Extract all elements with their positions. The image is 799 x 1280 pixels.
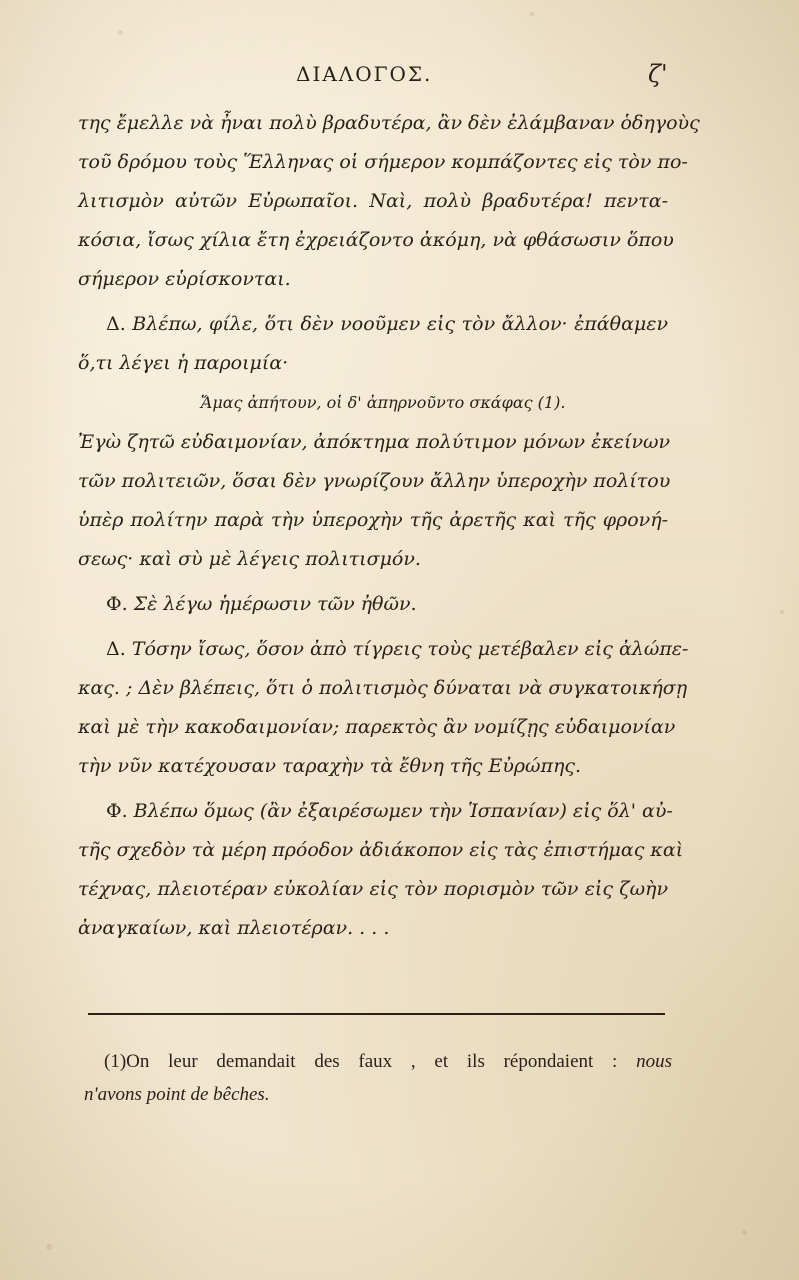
speaker-label: Δ. [106,313,126,335]
text-line: ὑπὲρ πολίτην παρὰ τὴν ὑπεροχὴν τῆς ἀρετῆς καὶ τῆς φρονή- [78,509,668,531]
speaker-label: Φ. [106,800,128,822]
text-line: Ἐγὼ ζητῶ εὐδαιμονίαν, ἀπόκτημα πολύτιμον μόνων ἐκείνων [78,431,671,453]
foxing-spot [742,1230,747,1235]
foxing-spot [118,30,123,35]
text-line: λιτισμὸν αὐτῶν Εὐρωπαῖοι. Ναὶ, πολὺ βραδυτέρα! πεντα- [78,190,668,212]
foxing-spot [46,1244,52,1250]
text-line: της ἔμελλε νὰ ἦναι πολὺ βραδυτέρα, ἂν δὲν ἐλάμβαναν ὁδηγοὺς [78,112,700,134]
text-line: καὶ μὲ τὴν κακοδαιμονίαν; παρεκτὸς ἂν νομίζῃς εὐδαιμονίαν [78,716,676,738]
running-title: ΔΙΑΛΟΓΟΣ. [296,62,433,86]
text-line: κας. ; Δὲν βλέπεις, ὅτι ὁ πολιτισμὸς δύναται νὰ συγκατοικήσῃ [78,677,688,699]
dialogue-text: Βλέπω ὅμως (ἂν ἐξαιρέσωμεν τὴν Ἱσπανίαν) εἰς ὅλ' αὐ- [133,800,673,822]
text-line: ἀναγκαίων, καὶ πλειοτέραν. . . . [78,917,390,939]
text-line: τοῦ δρόμου τοὺς Ἕλληνας οἱ σήμερον κομπάζοντες εἰς τὸν πο- [78,151,688,173]
text-line: σεως· καὶ σὺ μὲ λέγεις πολιτισμόν. [78,548,421,570]
text-line: σήμερον εὑρίσκονται. [78,268,291,290]
page-number: ζ' [648,60,668,88]
foxing-spot [780,610,784,614]
proverb-quote: Ἄμας ἀπήτουν, οἱ δ' ἀπηρνοῦντο σκάφας (1). [200,393,566,412]
footnote [84,1045,672,1111]
dialogue-line [78,630,689,669]
dialogue-text: Βλέπω, φίλε, ὅτι δὲν νοοῦμεν εἰς τὸν ἄλλον· ἐπάθαμεν [132,313,668,335]
footnote-line: n'avons point de bêches. [84,1084,270,1105]
text-line: κόσια, ἴσως χίλια ἔτη ἐχρειάζοντο ἀκόμη, νὰ φθάσωσιν ὅπου [78,229,674,251]
footnote-marker: (1) [104,1051,127,1072]
dialogue-line [78,305,668,344]
page-header [0,60,799,96]
dialogue-text: Σὲ λέγω ἡμέρωσιν τῶν ἠθῶν. [133,593,417,615]
text-line: τέχνας, πλειοτέραν εὐκολίαν εἰς τὸν πορισμὸν τῶν εἰς ζωὴν [78,878,668,900]
footnote-rule [88,1013,665,1015]
text-line: τῶν πολιτειῶν, ὅσαι δὲν γνωρίζουν ἄλλην ὑπεροχὴν πολίτου [78,470,671,492]
footnote-text: On leur demandait des faux , et ils répondaient : [126,1051,618,1072]
speaker-label: Φ. [106,593,128,615]
foxing-spot [530,12,534,16]
speaker-label: Δ. [106,638,126,660]
footnote-line [84,1045,672,1078]
text-line: τῆς σχεδὸν τὰ μέρη πρόοδον ἀδιάκοπον εἰς τὰς ἐπιστήμας καὶ [78,839,684,861]
text-line: τὴν νῦν κατέχουσαν ταραχὴν τὰ ἔθνη τῆς Εὐρώπης. [78,755,582,777]
dialogue-line [78,585,668,624]
text-line: ὅ,τι λέγει ἡ παροιμία· [78,352,289,374]
main-text [78,104,700,948]
footnote-italic: nous [636,1051,672,1072]
dialogue-text: Τόσην ἴσως, ὅσον ἀπὸ τίγρεις τοὺς μετέβαλεν εἰς ἀλώπε- [131,638,689,660]
dialogue-line [78,792,673,831]
